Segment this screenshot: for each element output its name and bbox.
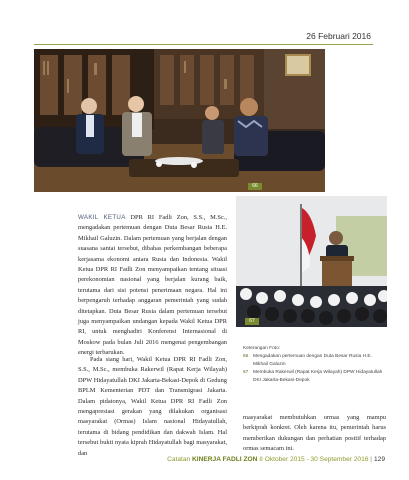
photo-rakerwil [236, 196, 387, 327]
paragraph-text: masyarakat membutuhkan ormas yang mampu berkiprah konkret. Oleh karena itu, pemerintah harus memberikan dukungan dan perhatian positif terhadap ormas semacam ini. [243, 414, 386, 453]
article-paragraph-2 [78, 355, 227, 459]
photo-meeting-ambassador [34, 49, 325, 192]
caption-number: 67 [243, 370, 249, 375]
article-paragraph-2-continued [243, 413, 386, 455]
photo-number-tag: 66 [248, 183, 262, 190]
page-number: 129 [373, 456, 385, 463]
page-footer [167, 456, 385, 463]
header-rule [34, 44, 373, 45]
photo-number-tag: 67 [245, 318, 259, 325]
page-date: 26 Februari 2016 [306, 31, 371, 41]
footer-brand: KINERJA FADLI ZON [192, 456, 258, 463]
caption-number: 66 [243, 354, 249, 359]
caption-title: Keterangan Foto: [243, 346, 281, 351]
footer-date-range: II Oktober 2015 - 30 September 2016 | [257, 456, 372, 463]
caption-text: Membuka Rakerwil (Rapat Kerja Wilayah) DPW Hidayatullah DKI Jakarta-Bekasi-Depok [253, 370, 383, 383]
lead-in: WAKIL KETUA [78, 214, 126, 221]
footer-prefix: Catatan [167, 456, 193, 463]
caption-item [243, 369, 388, 385]
caption-item [243, 353, 388, 369]
article-paragraph-1 [78, 213, 227, 359]
caption-text: Mengadakan pertemuan dengan Duta Besar Rusia H.E. Mikhail Galuzin [253, 354, 372, 367]
photo-caption [243, 345, 388, 385]
paragraph-text: DPR RI Fadli Zon, S.S., M.Sc., mengadakan pertemuan dengan Duta Besar Rusia H.E. Mikhail Galuzin. Dalam pertemuan yang berjalan dengan suasana santai tersebut, dibahas perkembangan beberapa kerjasama ekonomi antara Rusia dan Indonesia. Wakil Ketua DPR RI Fadli Zon menyampaikan tentang situasi perekonomian nasional yang berjalan kurang baik, terutama dari sisi potensi penerimaan negara. Hal ini berpengaruh terhadap anggaran pemerintah yang sudah ditetapkan. Duta Besar Rusia dalam pertemuan tersebut juga menyampaikan undangan kepada Wakil Ketua DPR RI, untuk menghadiri Konferensi Internasional di Moskow pada bulan Juli 2016 mengenai pengembangan energi terbarukan. [78, 214, 227, 357]
paragraph-text: Pada siang hari, Wakil Ketua DPR RI Fadli Zon, S.S., M.Sc., membuka Rakerwil (Rapat Kerja Wilayah) DPW Hidayatullah DKI Jakarta-Bekasi-Depok di Gedung BPLM Kementerian PDT dan Transmigrasi Jakarta. Dalam pidatonya, Wakil Ketua DPR RI Fadli Zon mengapresiasi gerakan yang dilakukan organisasi masyarakat (Ormas) Islam nasional Hidayatullah, terutama di bidang pendidikan dan dakwah Islam. Hal tersebut bukti nyata kiprah Hidayatullah bagi masyarakat, dan [78, 356, 227, 457]
